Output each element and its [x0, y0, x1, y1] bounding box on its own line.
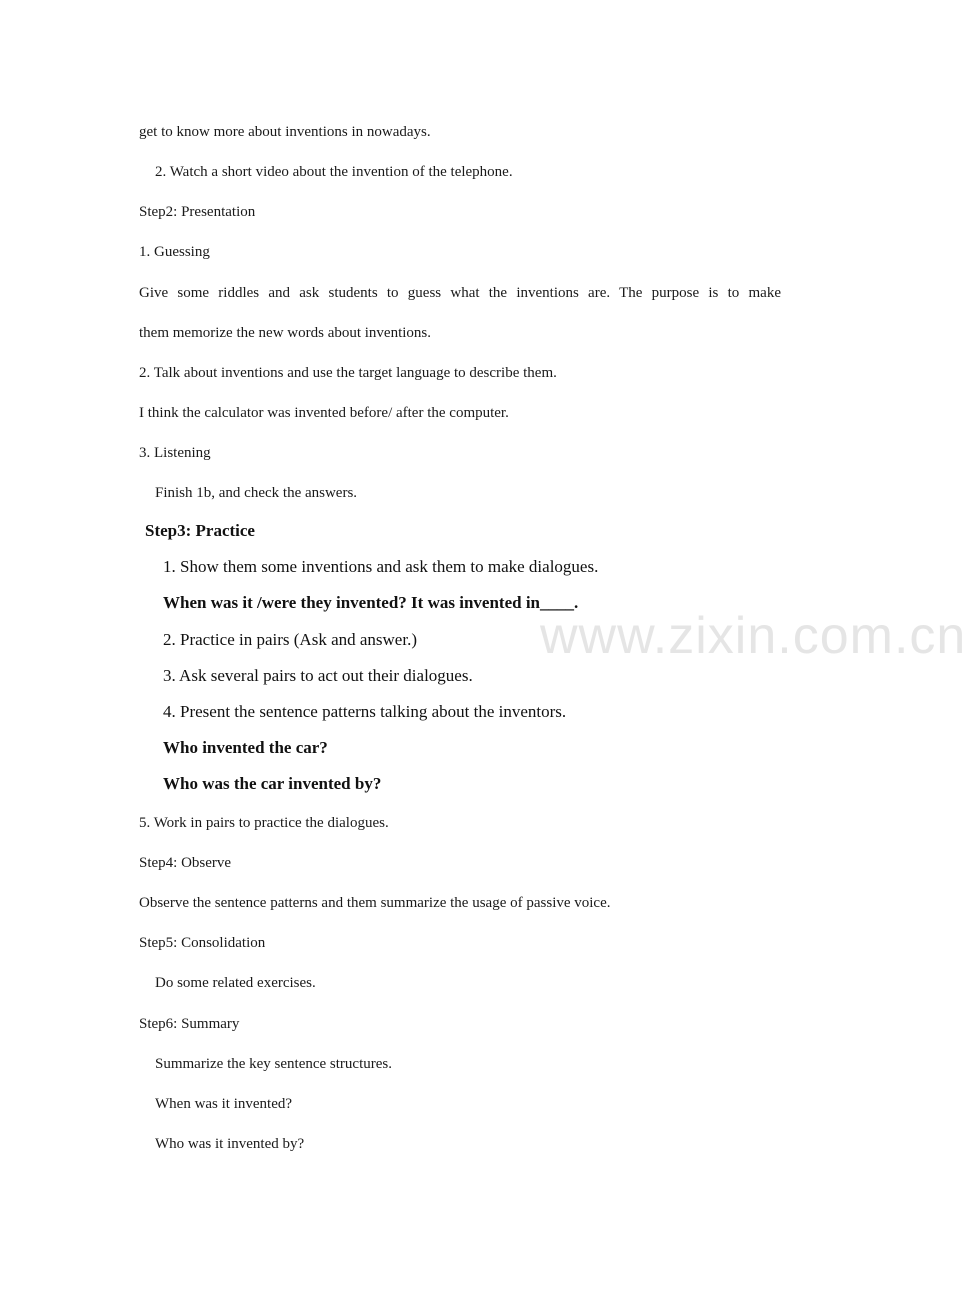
- practice-item: 1. Show them some inventions and ask them to make dialogues.: [163, 557, 599, 576]
- step-heading: Step4: Observe: [139, 855, 232, 871]
- paragraph-line: Observe the sentence patterns and them summarize the usage of passive voice.: [139, 895, 611, 911]
- step-heading: Step3: Practice: [145, 521, 255, 540]
- paragraph-line: Give some riddles and ask students to guess what the inventions are. The purpose is to make: [139, 285, 781, 301]
- practice-item: Who invented the car?: [163, 738, 328, 757]
- practice-item: When was it /were they invented? It was invented in____.: [163, 593, 579, 612]
- practice-item: Who was the car invented by?: [163, 774, 382, 793]
- paragraph-line: Do some related exercises.: [155, 975, 316, 991]
- example-sentence: When was it invented?: [155, 1096, 293, 1112]
- paragraph-line: Finish 1b, and check the answers.: [155, 485, 358, 501]
- paragraph-line: 5. Work in pairs to practice the dialogues.: [139, 815, 389, 831]
- paragraph-line: Summarize the key sentence structures.: [155, 1056, 392, 1072]
- paragraph-line: 2. Talk about inventions and use the target language to describe them.: [139, 365, 557, 381]
- practice-item: 4. Present the sentence patterns talking about the inventors.: [163, 702, 567, 721]
- subheading: 3. Listening: [139, 445, 211, 461]
- step-heading: Step5: Consolidation: [139, 935, 266, 951]
- paragraph-line: 2. Watch a short video about the invention of the telephone.: [155, 164, 513, 180]
- subheading: 1. Guessing: [139, 244, 210, 260]
- step-heading: Step6: Summary: [139, 1016, 240, 1032]
- watermark: www.zixin.com.cn: [540, 607, 966, 665]
- step-heading: Step2: Presentation: [139, 204, 256, 220]
- practice-item: 3. Ask several pairs to act out their dialogues.: [163, 666, 473, 685]
- practice-item: 2. Practice in pairs (Ask and answer.): [163, 630, 417, 649]
- paragraph-line: them memorize the new words about inventions.: [139, 325, 432, 341]
- example-sentence: Who was it invented by?: [155, 1136, 305, 1152]
- example-sentence: I think the calculator was invented before/ after the computer.: [139, 405, 509, 421]
- paragraph-line: get to know more about inventions in nowadays.: [139, 124, 431, 140]
